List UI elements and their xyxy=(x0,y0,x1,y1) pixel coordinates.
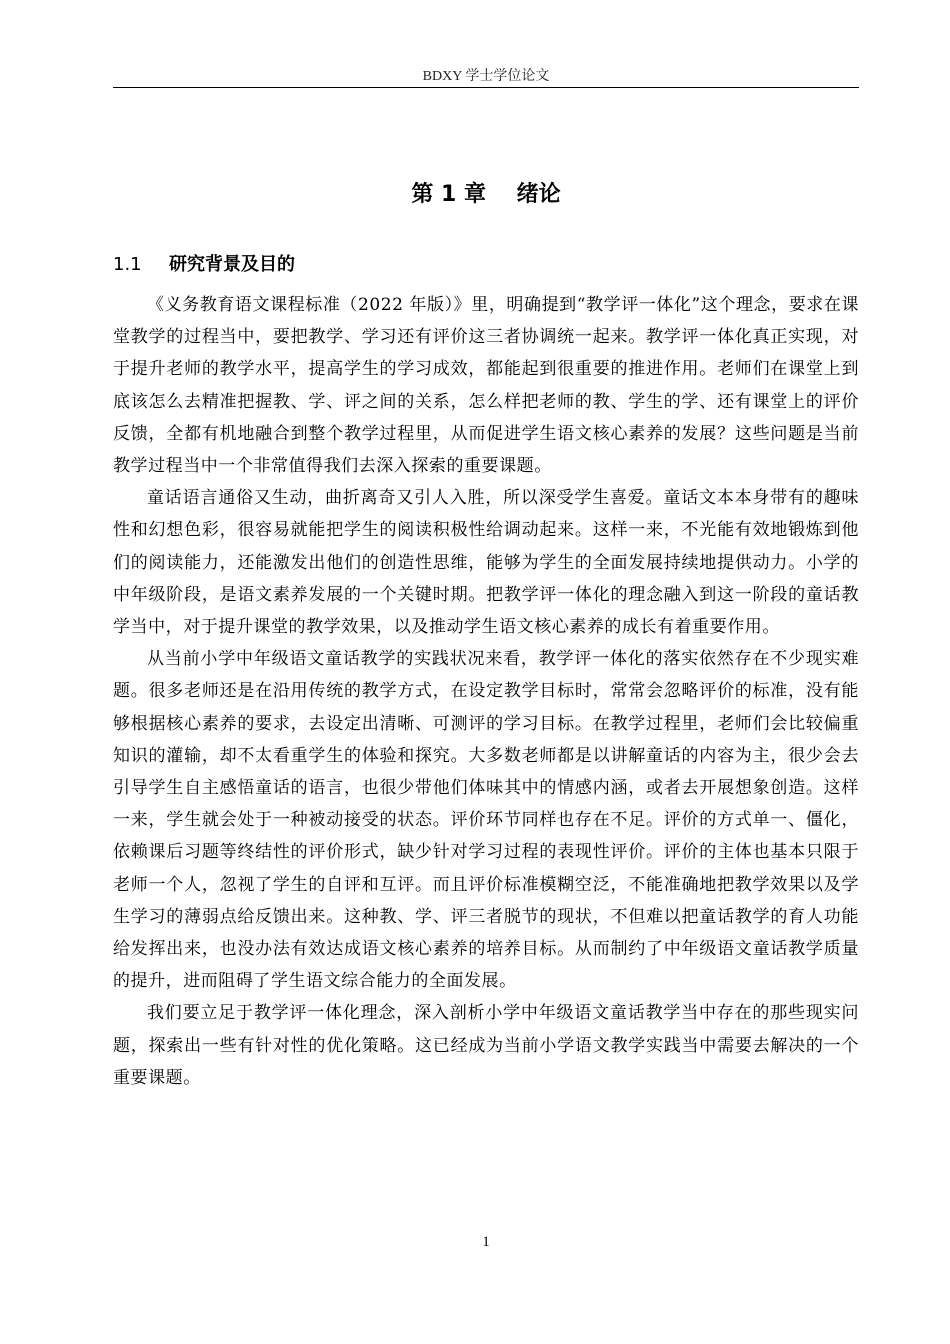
body-text xyxy=(113,289,859,1094)
page-number: 1 xyxy=(482,1234,490,1250)
paragraph: 从当前小学中年级语文童话教学的实践状况来看，教学评一体化的落实依然存在不少现实难题。很多老师还是在沿用传统的教学方式，在设定教学目标时，常常会忽略评价的标准，没有能够根据核心素养的要求，去设定出清晰、可测评的学习目标。在教学过程里，老师们会比较偏重知识的灌输，却不太看重学生的体验和探究。大多数老师都是以讲解童话的内容为主，很少会去引导学生自主感悟童话的语言，也很少带他们体味其中的情感内涵，或者去开展想象创造。这样一来，学生就会处于一种被动接受的状态。评价环节同样也存在不足。评价的方式单一、僵化，依赖课后习题等终结性的评价形式，缺少针对学习过程的表现性评价。评价的主体也基本只限于老师一个人，忽视了学生的自评和互评。而且评价标准模糊空泛，不能准确地把教学效果以及学生学习的薄弱点给反馈出来。这种教、学、评三者脱节的现状，不但难以把童话教学的育人功能给发挥出来，也没办法有效达成语文核心素养的培养目标。从而制约了中年级语文童话教学质量的提升，进而阻碍了学生语文综合能力的全面发展。 xyxy=(113,649,859,992)
section-number: 1.1 xyxy=(113,254,142,275)
paragraph: 《义务教育语文课程标准（2022 年版）》里，明确提到“教学评一体化”这个理念，要求在课堂教学的过程当中，要把教学、学习还有评价这三者协调统一起来。教学评一体化真正实现，对于提升老师的教学水平，提高学生的学习成效，都能起到很重要的推进作用。老师们在课堂上到底该怎么去精准把握教、学、评之间的关系，怎么样把老师的教、学生的学、还有课堂上的评价反馈，全都有机地融合到整个教学过程里，从而促进学生语文核心素养的发展？这些问题是当前教学过程当中一个非常值得我们去深入探索的重要课题。 xyxy=(113,295,859,477)
paragraph: 我们要立足于教学评一体化理念，深入剖析小学中年级语文童话教学当中存在的那些现实问题，探索出一些有针对性的优化策略。这已经成为当前小学语文教学实践当中需要去解决的一个重要课题。 xyxy=(113,1003,859,1088)
running-header: BDXY 学士学位论文 xyxy=(422,69,550,84)
section-title: 研究背景及目的 xyxy=(169,254,295,275)
header-rule xyxy=(113,87,859,88)
section-heading xyxy=(113,252,295,278)
chapter-title: 第 1 章 绪论 xyxy=(411,182,561,207)
paragraph: 童话语言通俗又生动，曲折离奇又引人入胜，所以深受学生喜爱。童话文本本身带有的趣味性和幻想色彩，很容易就能把学生的阅读积极性给调动起来。这样一来，不光能有效地锻炼到他们的阅读能力，还能激发出他们的创造性思维，能够为学生的全面发展持续地提供动力。小学的中年级阶段，是语文素养发展的一个关键时期。把教学评一体化的理念融入到这一阶段的童话教学当中，对于提升课堂的教学效果，以及推动学生语文核心素养的成长有着重要作用。 xyxy=(113,488,859,638)
